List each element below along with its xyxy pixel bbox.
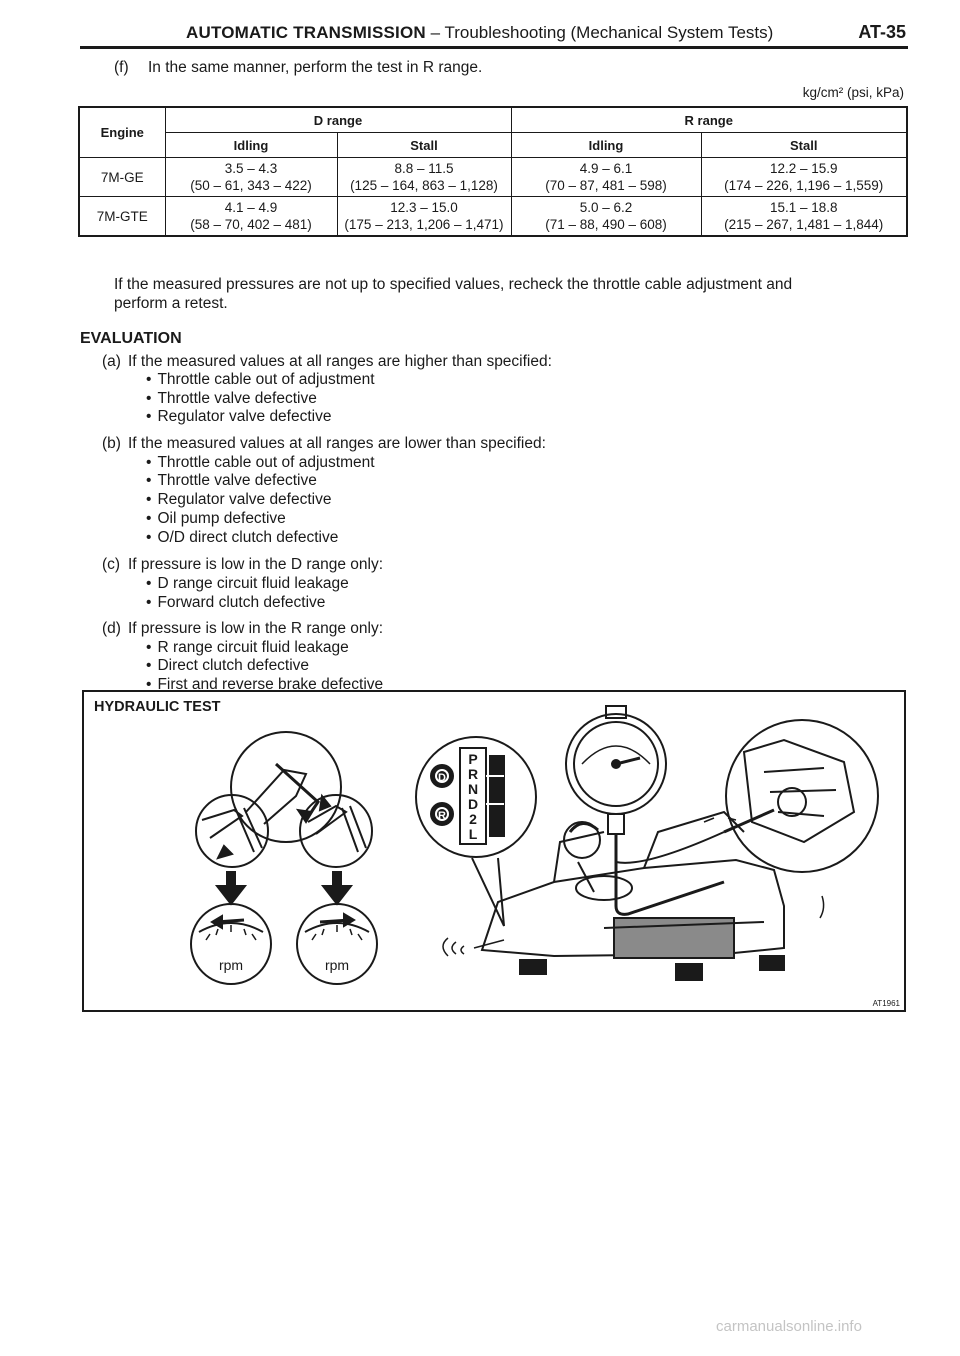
hydraulic-test-figure (82, 690, 906, 1012)
page-header (80, 20, 908, 49)
case-label: (d) (102, 620, 121, 637)
case-label: (c) (102, 556, 121, 573)
cause-item: • Throttle cable out of adjustment (146, 371, 375, 389)
car-icon (443, 812, 824, 980)
value-kg: 12.3 – 15.0 (390, 200, 458, 215)
r-stall-header: Stall (701, 133, 907, 158)
figure-code: AT1961 (872, 999, 900, 1008)
value-kg: 15.1 – 18.8 (769, 200, 838, 215)
cause-item: • R range circuit fluid leakage (146, 639, 349, 657)
value-kg: 4.1 – 4.9 (224, 200, 278, 215)
unit-label: kg/cm² (psi, kPa) (802, 85, 904, 100)
value-psi-kpa: (215 – 267, 1,481 – 1,844) (724, 217, 884, 232)
d-stall-cell (337, 197, 511, 237)
value-kg: 4.9 – 6.1 (579, 161, 633, 176)
range-d-label: D (438, 772, 446, 784)
case-condition: If pressure is low in the R range only: (128, 620, 384, 637)
value-psi-kpa: (175 – 213, 1,206 – 1,471) (344, 217, 504, 232)
table-row (79, 158, 907, 197)
value-psi-kpa: (58 – 70, 402 – 481) (190, 217, 312, 232)
shift-position-label: D (467, 796, 479, 812)
value-psi-kpa: (71 – 88, 490 – 608) (545, 217, 667, 232)
d-stall-header: Stall (337, 133, 511, 158)
value-kg: 12.2 – 15.9 (769, 161, 838, 176)
value-psi-kpa: (50 – 61, 343 – 422) (190, 178, 312, 193)
step-label: (f) (114, 59, 129, 76)
figure-title: HYDRAULIC TEST (94, 699, 221, 715)
r-idling-header: Idling (511, 133, 701, 158)
case-label: (b) (102, 435, 121, 452)
cause-item: • Direct clutch defective (146, 657, 309, 675)
header-section: AUTOMATIC TRANSMISSION (186, 23, 426, 42)
watermark: carmanualsonline.info (716, 1318, 862, 1335)
arrow-down-icon (323, 872, 351, 904)
cause-item: • O/D direct clutch defective (146, 529, 338, 547)
d-idling-cell (165, 197, 337, 237)
accelerator-pedal-icon (196, 795, 268, 867)
engine-detail-icon (724, 720, 878, 872)
cause-item: • Regulator valve defective (146, 408, 331, 426)
d-stall-cell (337, 158, 511, 197)
shift-position-label: 2 (469, 811, 477, 827)
arrow-down-icon (217, 872, 245, 904)
r-idling-cell (511, 158, 701, 197)
cause-item: • Regulator valve defective (146, 491, 331, 509)
cause-item: • Oil pump defective (146, 510, 286, 528)
d-range-header: D range (165, 107, 511, 133)
d-idling-cell (165, 158, 337, 197)
evaluation-heading: EVALUATION (80, 330, 182, 347)
cause-item: • Throttle valve defective (146, 390, 317, 408)
pressure-table (78, 106, 908, 237)
brake-pedal-icon (300, 795, 372, 867)
value-kg: 8.8 – 11.5 (394, 161, 454, 176)
engine-cell: 7M-GE (79, 158, 165, 197)
shift-position-label: P (468, 751, 478, 767)
engine-cell: 7M-GTE (79, 197, 165, 237)
case-condition: If pressure is low in the D range only: (128, 556, 384, 573)
value-psi-kpa: (70 – 87, 481 – 598) (545, 178, 667, 193)
value-psi-kpa: (174 – 226, 1,196 – 1,559) (724, 178, 884, 193)
case-condition: If the measured values at all ranges are higher than specified: (128, 353, 552, 370)
d-idling-header: Idling (165, 133, 337, 158)
engine-header: Engine (79, 107, 165, 158)
cause-item: • D range circuit fluid leakage (146, 575, 349, 593)
rpm-label: rpm (324, 957, 350, 973)
header-title (186, 23, 773, 43)
hydraulic-test-illustration (84, 692, 904, 1010)
step-text: In the same manner, perform the test in R range. (148, 59, 483, 76)
range-r-label: R (438, 810, 446, 822)
rpm-label: rpm (218, 957, 244, 973)
r-stall-cell (701, 197, 907, 237)
shift-position-label: N (467, 781, 479, 797)
note-line-2: perform a retest. (114, 295, 228, 312)
table-row (79, 197, 907, 237)
r-stall-cell (701, 158, 907, 197)
case-condition: If the measured values at all ranges are lower than specified: (128, 435, 546, 452)
value-psi-kpa: (125 – 164, 863 – 1,128) (350, 178, 498, 193)
shift-position-label: L (468, 826, 478, 842)
r-range-header: R range (511, 107, 907, 133)
cause-item: • Throttle valve defective (146, 472, 317, 490)
r-idling-cell (511, 197, 701, 237)
page-number: AT-35 (858, 22, 906, 42)
header-subtitle: – Troubleshooting (Mechanical System Tests) (425, 23, 774, 42)
brake-pedal-icon (231, 732, 341, 842)
note-line-1: If the measured pressures are not up to specified values, recheck the throttle cable adjustment and (114, 276, 793, 293)
value-kg: 3.5 – 4.3 (224, 161, 278, 176)
value-kg: 5.0 – 6.2 (579, 200, 633, 215)
cause-item: • Forward clutch defective (146, 594, 325, 612)
case-label: (a) (102, 353, 121, 370)
shift-position-label: R (467, 766, 479, 782)
cause-item: • First and reverse brake defective (146, 676, 383, 694)
cause-item: • Throttle cable out of adjustment (146, 454, 375, 472)
